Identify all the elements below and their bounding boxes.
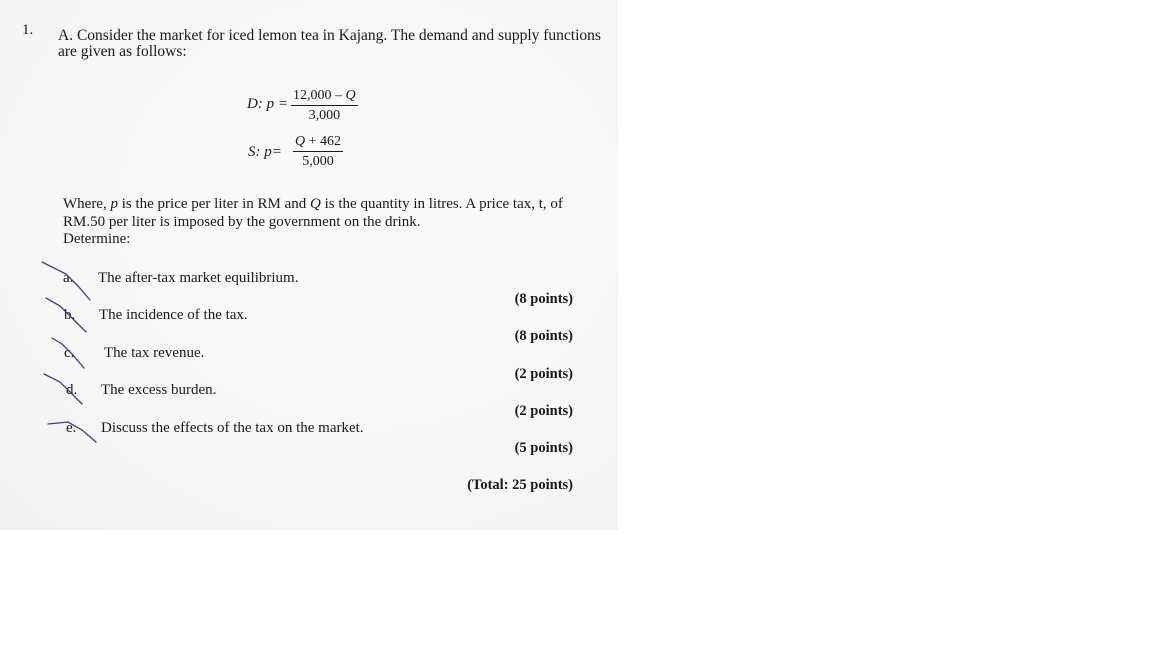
subq-e-letter: e. bbox=[66, 420, 77, 436]
tick-mark-d bbox=[44, 374, 82, 404]
supply-numerator-var: Q bbox=[295, 134, 306, 149]
subq-e-points: (5 points) bbox=[514, 440, 573, 456]
supply-numerator bbox=[293, 134, 343, 152]
subq-e-text: Discuss the effects of the tax on the market. bbox=[101, 420, 364, 436]
demand-lhs-rest: : p = bbox=[257, 96, 288, 112]
subq-a-text: The after-tax market equilibrium. bbox=[98, 270, 299, 286]
desc-var-p: p bbox=[110, 196, 118, 212]
subq-c-points: (2 points) bbox=[514, 366, 573, 382]
subq-c-text: The tax revenue. bbox=[104, 345, 205, 361]
subq-b-text: The incidence of the tax. bbox=[99, 307, 248, 323]
supply-equation-lhs bbox=[248, 144, 282, 161]
demand-denominator: 3,000 bbox=[308, 108, 341, 123]
supply-lhs-rest: : p= bbox=[255, 144, 282, 160]
description-line-2: RM.50 per liter is imposed by the government on the drink. bbox=[63, 214, 421, 230]
desc-text-a: Where, bbox=[63, 196, 111, 212]
supply-denominator: 5,000 bbox=[302, 154, 334, 169]
demand-numerator bbox=[291, 88, 358, 106]
desc-var-q: Q bbox=[310, 196, 321, 212]
supply-numerator-value: + 462 bbox=[305, 134, 342, 149]
question-number: 1. bbox=[22, 22, 34, 38]
tick-mark-c bbox=[52, 338, 84, 368]
desc-text-c: is the quantity in litres. A price tax, t, of bbox=[320, 196, 563, 212]
subq-b-letter: b. bbox=[64, 307, 76, 323]
demand-fraction bbox=[291, 88, 358, 124]
tick-mark-b bbox=[46, 298, 86, 332]
description-line-3: Determine: bbox=[63, 231, 131, 247]
intro-line-2: are given as follows: bbox=[58, 43, 187, 60]
subq-c-letter: c. bbox=[64, 345, 75, 361]
subq-d-points: (2 points) bbox=[514, 403, 573, 419]
subq-d-letter: d. bbox=[66, 382, 78, 398]
tick-mark-a bbox=[42, 262, 90, 300]
desc-text-b: is the price per liter in RM and bbox=[117, 196, 311, 212]
demand-letter: D bbox=[247, 96, 258, 112]
tick-mark-e bbox=[48, 422, 96, 442]
description-line-1 bbox=[63, 196, 563, 213]
demand-equation-lhs bbox=[247, 96, 288, 113]
supply-letter: S bbox=[248, 144, 256, 160]
subq-a-letter: a. bbox=[63, 270, 74, 286]
demand-numerator-value: 12,000 – bbox=[293, 88, 346, 103]
subq-b-points: (8 points) bbox=[514, 328, 573, 344]
total-points: (Total: 25 points) bbox=[467, 477, 573, 493]
subq-a-points: (8 points) bbox=[514, 291, 573, 307]
supply-fraction bbox=[293, 134, 343, 170]
subq-d-text: The excess burden. bbox=[101, 382, 217, 398]
pen-tick-marks bbox=[38, 258, 98, 448]
intro-line-1: A. Consider the market for iced lemon tea in Kajang. The demand and supply functions bbox=[58, 27, 601, 44]
demand-numerator-var: Q bbox=[345, 88, 356, 103]
